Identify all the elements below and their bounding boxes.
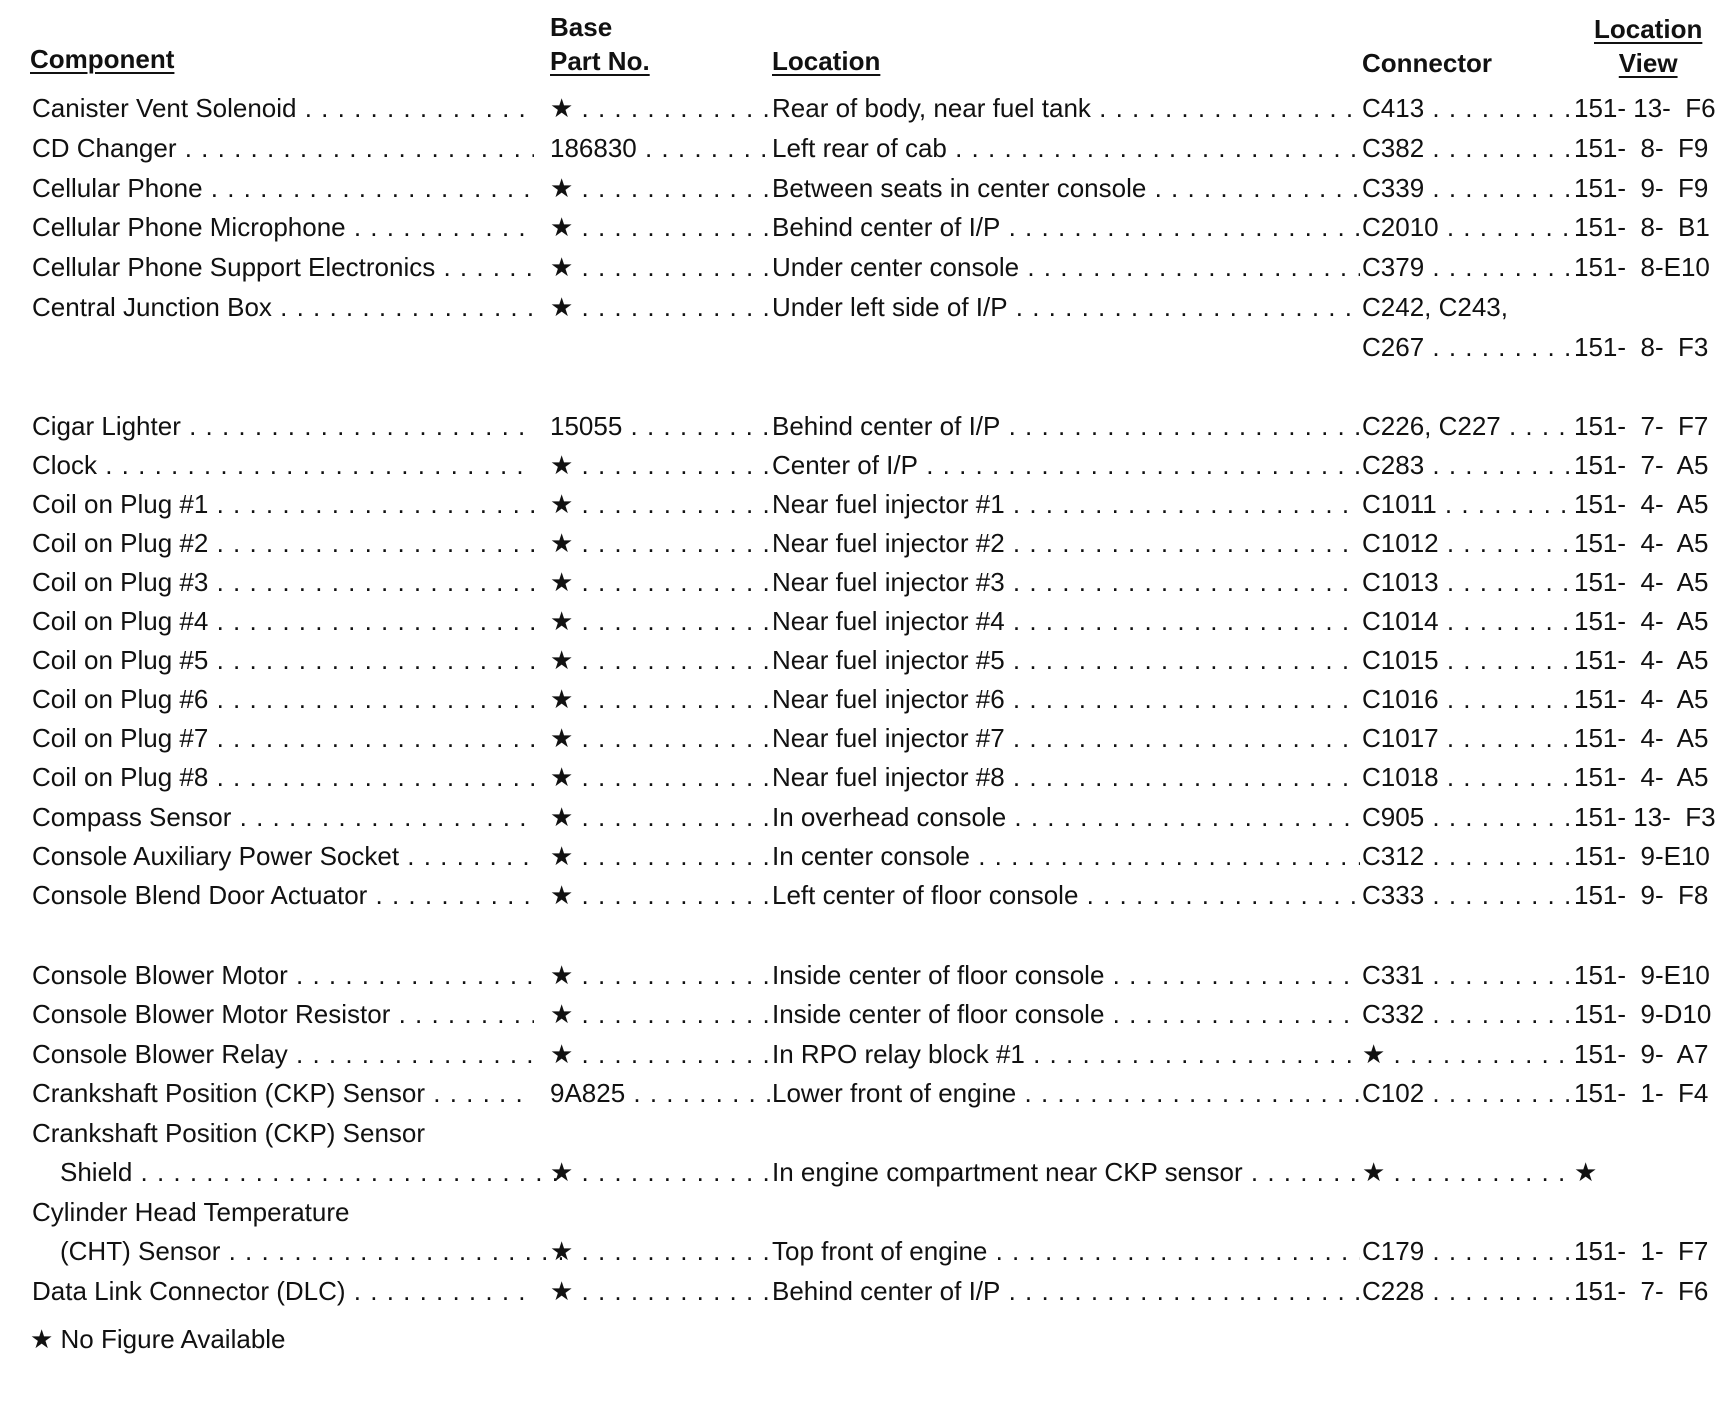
table-row	[0, 484, 1728, 524]
part-number-cell: ★ . . .	[550, 287, 770, 327]
location-view-cell: 151- 1- F7	[1574, 1236, 1709, 1266]
component-cell: Coil on Plug #2 . . .	[32, 523, 534, 563]
header-location-view	[1594, 12, 1702, 80]
table-row	[0, 718, 1728, 758]
part-number-cell: ★ . . .	[550, 797, 770, 837]
part-number-cell: ★ . . .	[550, 1231, 770, 1271]
location-cell: Left rear of cab . . .	[772, 128, 1360, 168]
location-view-cell: 151- 4- A5	[1574, 645, 1709, 675]
part-number-cell: ★ . . .	[550, 562, 770, 602]
location-view-cell: 151- 9- F9	[1574, 173, 1709, 203]
connector-cell: C331 . . .	[1362, 955, 1574, 995]
location-cell: In engine compartment near CKP sensor . . .	[772, 1152, 1360, 1192]
location-cell: Near fuel injector #6 . . .	[772, 679, 1360, 719]
part-number-cell: ★ . . .	[550, 718, 770, 758]
table-row	[0, 1192, 1728, 1232]
part-number-cell: ★ . . .	[550, 836, 770, 876]
header-component: Component	[30, 44, 175, 74]
connector-cell: C179 . . .	[1362, 1231, 1574, 1271]
table-row	[0, 1271, 1728, 1311]
location-view-cell: 151- 4- A5	[1574, 528, 1709, 558]
location-cell: Near fuel injector #7 . . .	[772, 718, 1360, 758]
location-view-cell: 151- 8- F9	[1574, 133, 1709, 163]
part-number-cell	[550, 1113, 770, 1153]
header-base-part	[550, 10, 650, 78]
table-row	[0, 406, 1728, 446]
location-view-cell: 151- 4- A5	[1574, 489, 1709, 519]
location-cell: In overhead console . . .	[772, 797, 1360, 837]
connector-cell: C1016 . . .	[1362, 679, 1574, 719]
table-row	[0, 1073, 1728, 1113]
connector-cell: C1015 . . .	[1362, 640, 1574, 680]
component-cell: Coil on Plug #7 . . .	[32, 718, 534, 758]
component-cell: Coil on Plug #5 . . .	[32, 640, 534, 680]
part-number-cell: ★ . . .	[550, 955, 770, 995]
table-row	[0, 1152, 1728, 1192]
part-number-cell: ★ . . .	[550, 875, 770, 915]
component-cell: CD Changer . . .	[32, 128, 534, 168]
component-cell: Data Link Connector (DLC) . . .	[32, 1271, 534, 1311]
component-cell: Compass Sensor . . .	[32, 797, 534, 837]
location-view-cell: 151- 9- A7	[1574, 1039, 1709, 1069]
connector-cell: C413 . . .	[1362, 88, 1574, 128]
component-cell	[32, 327, 534, 367]
part-number-cell: ★ . . .	[550, 757, 770, 797]
part-number-cell: ★ . . .	[550, 247, 770, 287]
location-view-cell: 151- 8-E10	[1574, 252, 1710, 282]
location-cell: Near fuel injector #4 . . .	[772, 601, 1360, 641]
connector-cell: C1013 . . .	[1362, 562, 1574, 602]
location-cell: Rear of body, near fuel tank . . .	[772, 88, 1360, 128]
connector-cell: C1012 . . .	[1362, 523, 1574, 563]
header-base-part-line2: Part No.	[550, 46, 650, 76]
table-row	[0, 1034, 1728, 1074]
location-cell: Behind center of I/P . . .	[772, 1271, 1360, 1311]
table-row	[0, 445, 1728, 485]
location-cell: Near fuel injector #5 . . .	[772, 640, 1360, 680]
connector-cell: C905 . . .	[1362, 797, 1574, 837]
component-cell: Canister Vent Solenoid . . .	[32, 88, 534, 128]
location-cell: Behind center of I/P . . .	[772, 406, 1360, 446]
table-row	[0, 327, 1728, 367]
part-number-cell: ★ . . .	[550, 679, 770, 719]
location-view-cell: 151- 7- F6	[1574, 1276, 1709, 1306]
location-view-cell: 151- 9-E10	[1574, 960, 1710, 990]
location-view-cell: 151- 4- A5	[1574, 762, 1709, 792]
table-row	[0, 287, 1728, 327]
connector-cell: ★ . . .	[1362, 1152, 1574, 1192]
component-cell: Crankshaft Position (CKP) Sensor . . .	[32, 1073, 534, 1113]
location-cell: Lower front of engine . . .	[772, 1073, 1360, 1113]
location-view-cell: 151- 9-E10	[1574, 841, 1710, 871]
connector-cell: C382 . . .	[1362, 128, 1574, 168]
component-cell: Central Junction Box . . .	[32, 287, 534, 327]
part-number-cell: 15055 . . .	[550, 406, 770, 446]
part-number-cell: ★ . . .	[550, 640, 770, 680]
component-cell: Console Blower Relay . . .	[32, 1034, 534, 1074]
connector-cell: C226, C227 . . .	[1362, 406, 1574, 446]
header-base-part-line1: Base	[550, 12, 613, 42]
location-cell: Inside center of floor console . . .	[772, 994, 1360, 1034]
location-cell: Inside center of floor console . . .	[772, 955, 1360, 995]
part-number-cell: ★ . . .	[550, 994, 770, 1034]
location-view-cell: 151- 13- F3	[1574, 802, 1716, 832]
connector-cell	[1362, 1113, 1574, 1153]
table-row	[0, 207, 1728, 247]
location-view-cell: 151- 4- A5	[1574, 567, 1709, 597]
component-cell: Coil on Plug #3 . . .	[32, 562, 534, 602]
header-location: Location	[772, 46, 881, 76]
table-row	[0, 955, 1728, 995]
connector-cell: C242, C243,	[1362, 292, 1508, 322]
part-number-cell: ★ . . .	[550, 207, 770, 247]
location-view-cell: 151- 8- B1	[1574, 212, 1710, 242]
location-view-cell: 151- 4- A5	[1574, 684, 1709, 714]
location-cell: Near fuel injector #2 . . .	[772, 523, 1360, 563]
part-number-cell	[550, 1192, 770, 1232]
table-row	[0, 797, 1728, 837]
part-number-cell: ★ . . .	[550, 1034, 770, 1074]
connector-cell: C332 . . .	[1362, 994, 1574, 1034]
table-row	[0, 523, 1728, 563]
component-cell: Shield . . .	[32, 1152, 562, 1192]
part-number-cell: ★ . . .	[550, 484, 770, 524]
component-cell: (CHT) Sensor . . .	[32, 1231, 562, 1271]
location-view-cell	[1574, 287, 1728, 327]
table-row	[0, 836, 1728, 876]
component-cell: Console Blower Motor Resistor . . .	[32, 994, 534, 1034]
header-connector: Connector	[1362, 48, 1492, 78]
connector-cell: C1018 . . .	[1362, 757, 1574, 797]
location-cell	[772, 1192, 1360, 1232]
component-cell: Coil on Plug #8 . . .	[32, 757, 534, 797]
table-row	[0, 1113, 1728, 1153]
component-cell: Cylinder Head Temperature	[32, 1197, 350, 1227]
location-cell: Between seats in center console . . .	[772, 168, 1360, 208]
connector-cell: ★ . . .	[1362, 1034, 1574, 1074]
table-row	[0, 1231, 1728, 1271]
part-number-cell: ★ . . .	[550, 1271, 770, 1311]
location-cell: Top front of engine . . .	[772, 1231, 1360, 1271]
location-view-cell: 151- 4- A5	[1574, 723, 1709, 753]
table-row	[0, 168, 1728, 208]
location-view-cell: 151- 7- A5	[1574, 450, 1709, 480]
connector-cell: C2010 . . .	[1362, 207, 1574, 247]
location-cell: Near fuel injector #3 . . .	[772, 562, 1360, 602]
location-cell: Behind center of I/P . . .	[772, 207, 1360, 247]
connector-cell: C339 . . .	[1362, 168, 1574, 208]
location-view-cell: ★	[1574, 1157, 1598, 1187]
connector-cell: C1017 . . .	[1362, 718, 1574, 758]
connector-cell: C379 . . .	[1362, 247, 1574, 287]
location-view-cell: 151- 13- F6	[1574, 93, 1716, 123]
component-cell: Clock . . .	[32, 445, 534, 485]
location-cell: Under center console . . .	[772, 247, 1360, 287]
location-cell: In RPO relay block #1 . . .	[772, 1034, 1360, 1074]
table-row	[0, 640, 1728, 680]
header-location-view-line1: Location	[1594, 14, 1703, 44]
table-row	[0, 562, 1728, 602]
connector-cell	[1362, 1192, 1574, 1232]
location-cell: Center of I/P . . .	[772, 445, 1360, 485]
component-cell: Coil on Plug #6 . . .	[32, 679, 534, 719]
part-number-cell: ★ . . .	[550, 168, 770, 208]
table-row	[0, 88, 1728, 128]
component-cell: Cigar Lighter . . .	[32, 406, 534, 446]
component-cell: Cellular Phone . . .	[32, 168, 534, 208]
connector-cell: C228 . . .	[1362, 1271, 1574, 1311]
part-number-cell: ★ . . .	[550, 445, 770, 485]
table-row	[0, 128, 1728, 168]
footnote: ★ No Figure Available	[30, 1324, 286, 1354]
location-view-cell: 151- 4- A5	[1574, 606, 1709, 636]
connector-cell: C333 . . .	[1362, 875, 1574, 915]
location-cell	[772, 327, 1360, 367]
connector-cell: C283 . . .	[1362, 445, 1574, 485]
table-row	[0, 679, 1728, 719]
location-view-cell: 151- 9-D10	[1574, 999, 1712, 1029]
part-number-cell: ★ . . .	[550, 523, 770, 563]
table-row	[0, 875, 1728, 915]
location-cell	[772, 1113, 1360, 1153]
connector-cell: C312 . . .	[1362, 836, 1574, 876]
location-cell: Near fuel injector #8 . . .	[772, 757, 1360, 797]
location-view-cell: 151- 9- F8	[1574, 880, 1709, 910]
connector-cell: C1014 . . .	[1362, 601, 1574, 641]
component-cell: Cellular Phone Support Electronics . . .	[32, 247, 534, 287]
table-row	[0, 757, 1728, 797]
part-number-cell: 9A825 . . .	[550, 1073, 770, 1113]
location-view-cell	[1574, 1192, 1728, 1232]
component-cell: Coil on Plug #4 . . .	[32, 601, 534, 641]
table-row	[0, 247, 1728, 287]
location-cell: Left center of floor console . . .	[772, 875, 1360, 915]
location-view-cell	[1574, 1113, 1728, 1153]
part-number-cell: 186830 . . .	[550, 128, 770, 168]
connector-cell: C1011 . . .	[1362, 484, 1574, 524]
connector-cell: C102 . . .	[1362, 1073, 1574, 1113]
part-number-cell: ★ . . .	[550, 88, 770, 128]
part-number-cell	[550, 327, 770, 367]
component-cell: Cellular Phone Microphone . . .	[32, 207, 534, 247]
component-cell: Console Blower Motor . . .	[32, 955, 534, 995]
table-row	[0, 601, 1728, 641]
location-view-cell: 151- 1- F4	[1574, 1078, 1709, 1108]
component-cell: Console Auxiliary Power Socket . . .	[32, 836, 534, 876]
component-cell: Coil on Plug #1 . . .	[32, 484, 534, 524]
connector-cell: C267 . . .	[1362, 327, 1574, 367]
component-cell: Console Blend Door Actuator . . .	[32, 875, 534, 915]
header-location-view-line2: View	[1618, 48, 1678, 78]
part-number-cell: ★ . . .	[550, 601, 770, 641]
location-cell: In center console . . .	[772, 836, 1360, 876]
part-number-cell: ★ . . .	[550, 1152, 770, 1192]
location-cell: Near fuel injector #1 . . .	[772, 484, 1360, 524]
location-view-cell: 151- 7- F7	[1574, 411, 1709, 441]
component-cell: Crankshaft Position (CKP) Sensor	[32, 1118, 426, 1148]
table-row	[0, 994, 1728, 1034]
location-cell: Under left side of I/P . . .	[772, 287, 1360, 327]
location-view-cell: 151- 8- F3	[1574, 332, 1709, 362]
